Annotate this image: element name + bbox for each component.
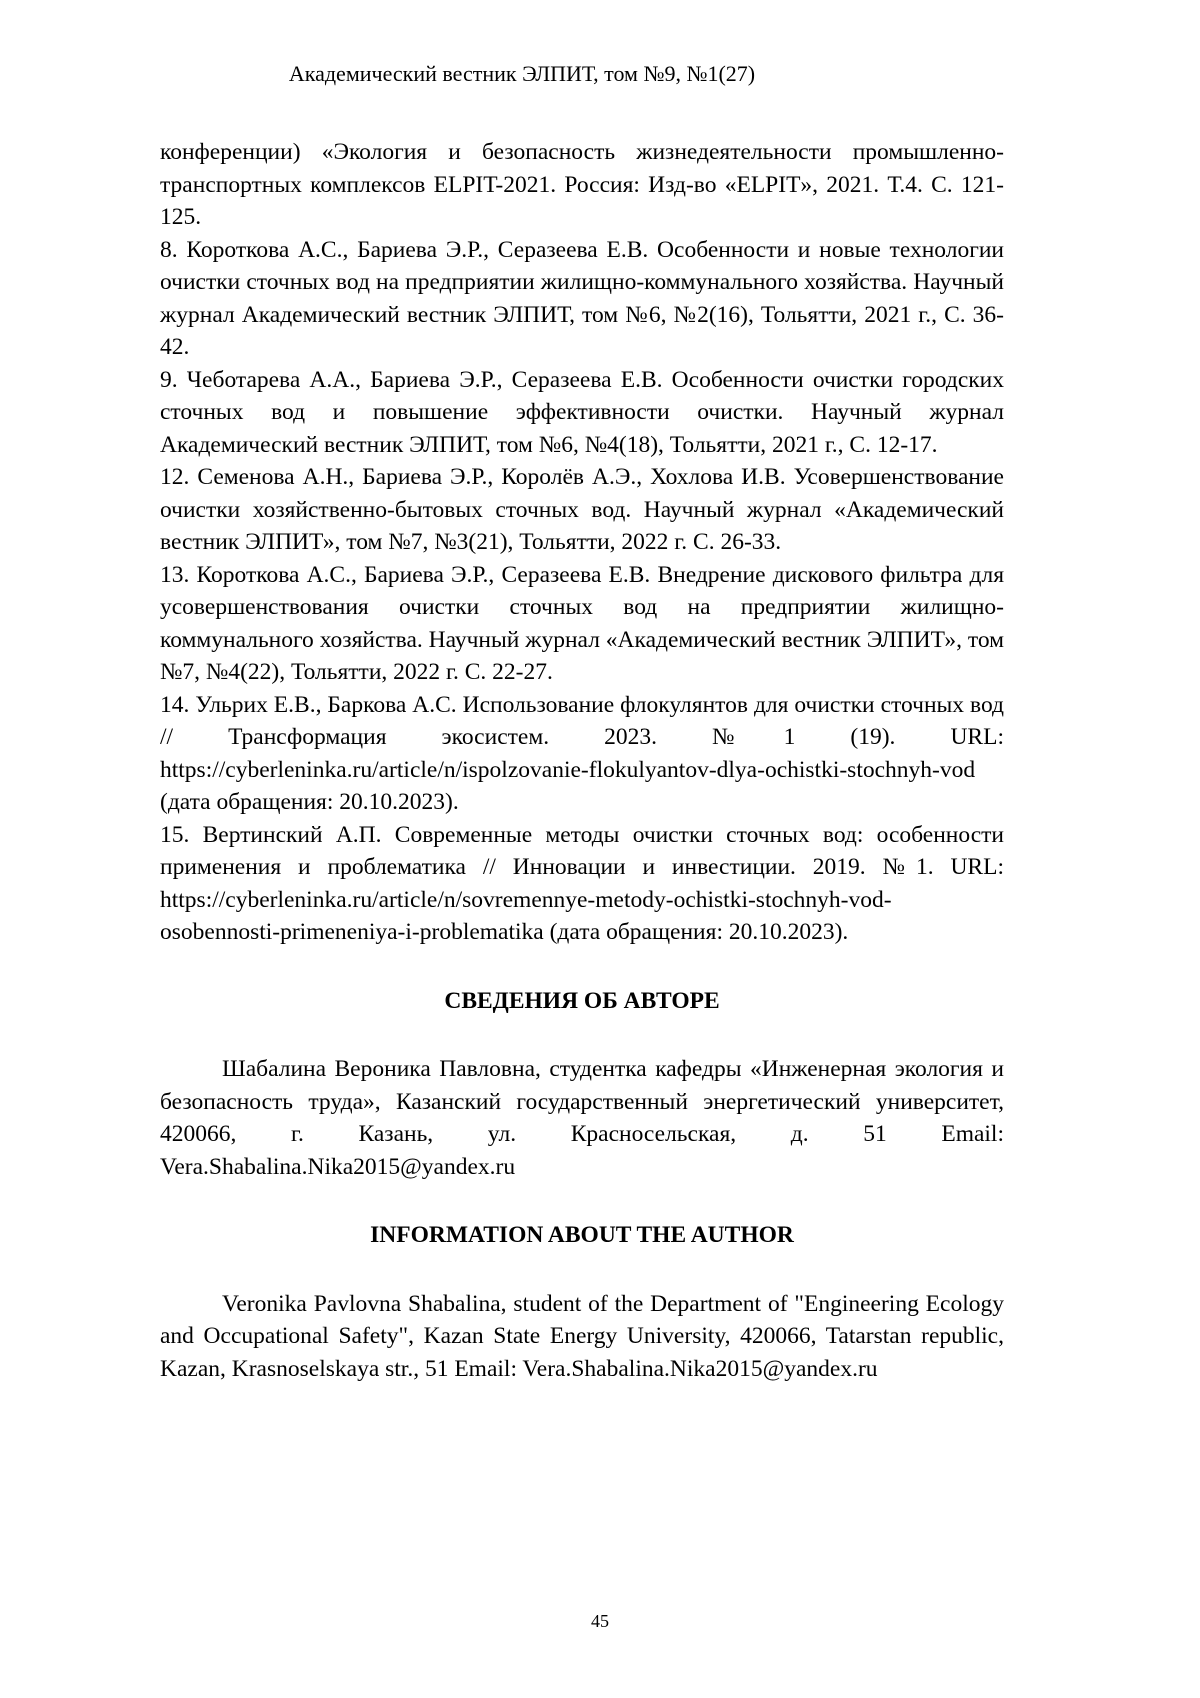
reference-item: 14. Ульрих Е.В., Баркова А.С. Использование флокулянтов для очистки сточных вод // Трансформация экосистем. 2023. №1 (19). URL: https://cyberleninka.ru/article/n/ispolzovanie-flokulyantov-dlya-ochistki-stochnyh-vod (дата обращения: 20.10.2023). [160, 691, 1004, 815]
reference-item: 8. Короткова А.С., Бариева Э.Р., Серазеева Е.В. Особенности и новые технологии очистки сточных вод на предприятии жилищно-коммунального хозяйства. Научный журнал Академический вестник ЭЛПИТ, том №6, №2(16), Тольятти, 2021 г., С. 36-42. [160, 236, 1004, 360]
running-header: Академический вестник ЭЛПИТ, том №9, №1(27) [288, 61, 756, 86]
section-heading-author-en: INFORMATION ABOUT THE AUTHOR [370, 1222, 794, 1248]
reference-item: 12. Семенова А.Н., Бариева Э.Р., Королёв А.Э., Хохлова И.В. Усовершенствование очистки хозяйственно-бытовых сточных вод. Научный журнал «Академический вестник ЭЛПИТ», том №7, №3(21), Тольятти, 2022 г. С. 26-33. [160, 464, 1004, 555]
reference-item: 9. Чеботарева А.А., Бариева Э.Р., Серазеева Е.В. Особенности очистки городских сточных вод и повышение эффективности очистки. Научный журнал Академический вестник ЭЛПИТ, том №6, №4(18), Тольятти, 2021 г., С. 12-17. [160, 366, 1004, 458]
author-info-ru: Шабалина Вероника Павловна, студентка кафедры «Инженерная экология и безопасность труда», Казанский государственный энергетический университет, 420066, г. Казань, ул. Красносельская, д. 51 Email: Vera.Shabalina.Nika2015@yandex.ru [160, 1056, 1004, 1180]
reference-item: 13. Короткова А.С., Бариева Э.Р., Серазеева Е.В. Внедрение дискового фильтра для усовершенствования очистки сточных вод на предприятии жилищно-коммунального хозяйства. Научный журнал «Академический вестник ЭЛПИТ», том №7, №4(22), Тольятти, 2022 г. С. 22-27. [160, 561, 1004, 685]
reference-item: 15. Вертинский А.П. Современные методы очистки сточных вод: особенности применения и проблематика // Инновации и инвестиции. 2019. №1. URL: https://cyberleninka.ru/article/n/sovremennye-metody-ochistki-stochnyh-vod-osobennosti-primeneniya-i-problematika (дата обращения: 20.10.2023). [160, 821, 1004, 945]
page-number: 45 [591, 1611, 609, 1631]
section-heading-author-ru: СВЕДЕНИЯ ОБ АВТОРЕ [444, 987, 720, 1014]
references-list [160, 136, 1004, 949]
author-info-en: Veronika Pavlovna Shabalina, student of the Department of "Engineering Ecology and Occupational Safety", Kazan State Energy University, 420066, Tatarstan republic, Kazan, Krasnoselskaya str., 51 Email: Vera.Shabalina.Nika2015@yandex.ru [160, 1290, 1004, 1382]
reference-item: конференции) «Экология и безопасность жизнедеятельности промышленно-транспортных комплексов ELPIT-2021. Россия: Изд-во «ELPIT», 2021. Т.4. С. 121- 125. [160, 139, 1004, 230]
